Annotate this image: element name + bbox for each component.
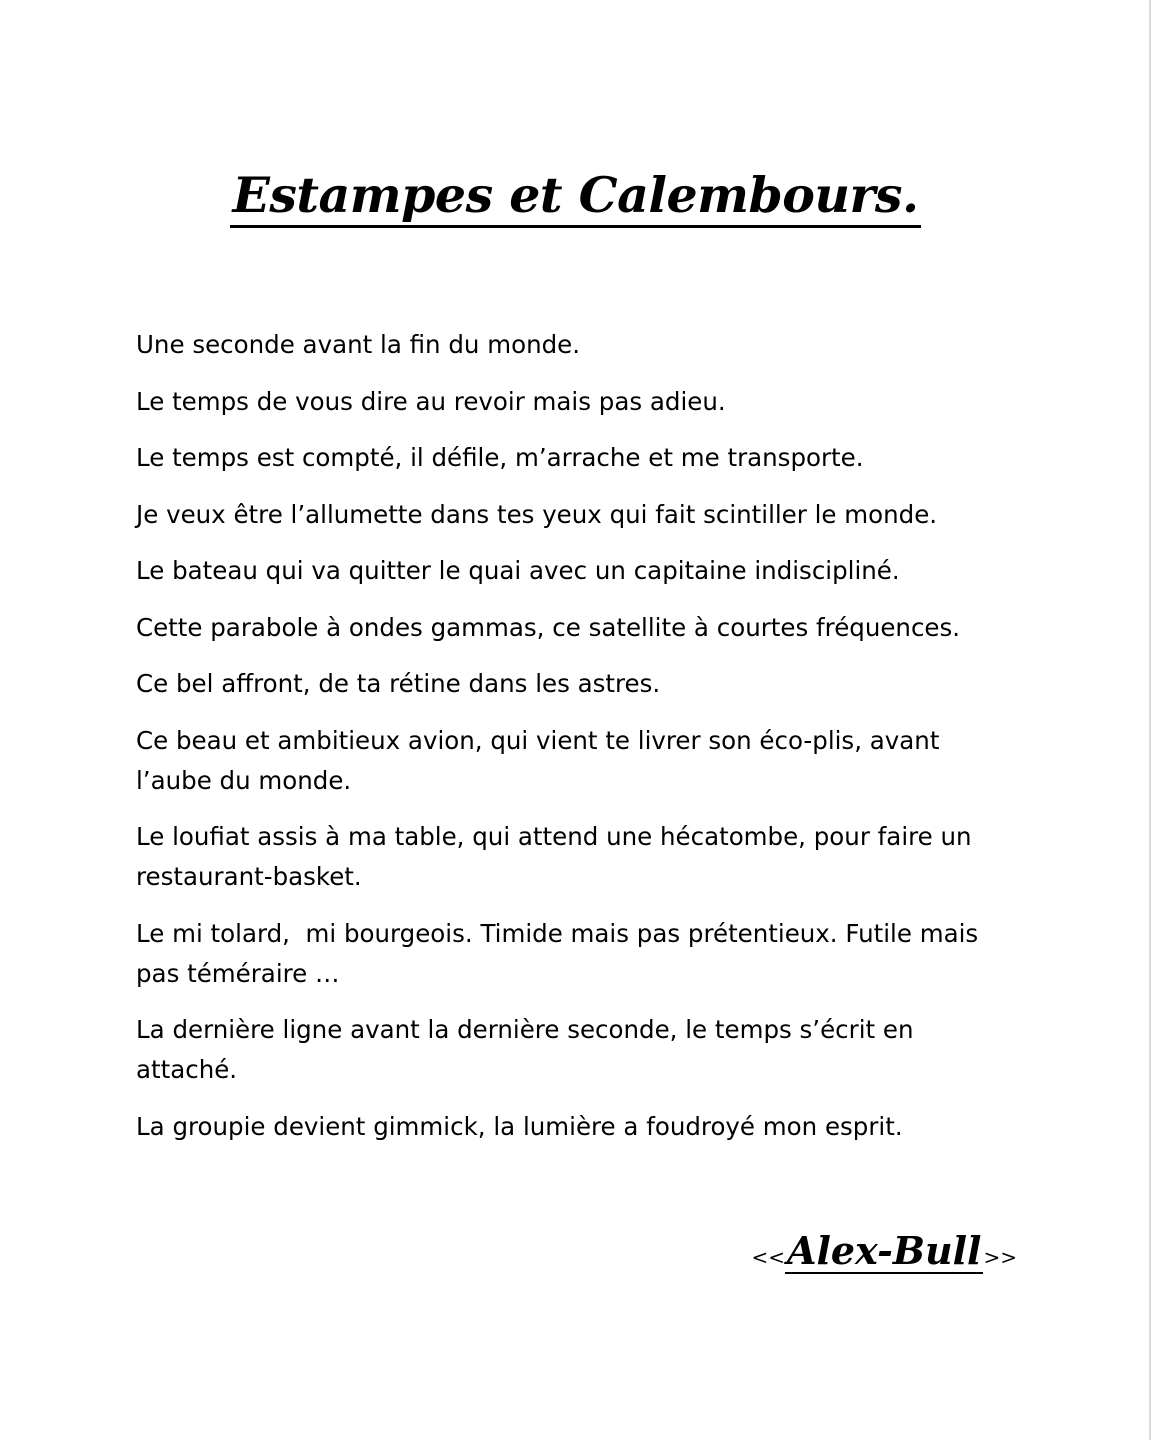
poem-body — [136, 325, 1016, 1163]
signature-open-bracket: << — [751, 1245, 785, 1269]
poem-line: Le temps est compté, il défile, m’arrache et me transporte. — [136, 443, 864, 472]
poem-line: Ce bel affront, de ta rétine dans les astres. — [136, 669, 661, 698]
author-signature — [751, 1230, 1017, 1274]
poem-line: Le loufiat assis à ma table, qui attend une hécatombe, pour faire un restaurant-basket. — [136, 822, 972, 891]
poem-title — [0, 166, 1151, 228]
signature-name: Alex-Bull — [787, 1228, 982, 1273]
poem-line: Le mi tolard, mi bourgeois. Timide mais pas prétentieux. Futile mais pas téméraire … — [136, 918, 979, 988]
poem-line: Ce beau et ambitieux avion, qui vient te livrer son éco-plis, avant l’aube du monde. — [136, 725, 940, 795]
poem-line: La dernière ligne avant la dernière seconde, le temps s’écrit en attaché. — [136, 1015, 914, 1084]
poem-line: Cette parabole à ondes gammas, ce satellite à courtes fréquences. — [136, 612, 961, 642]
poem-line: Je veux être l’allumette dans tes yeux qui fait scintiller le monde. — [136, 499, 938, 529]
poem-line: Le temps de vous dire au revoir mais pas adieu. — [136, 386, 726, 416]
poem-title-text: Estampes et Calembours. — [230, 167, 920, 228]
signature-close-bracket: >> — [983, 1245, 1017, 1269]
poem-line: Une seconde avant la fin du monde. — [136, 330, 581, 359]
poem-line: Le bateau qui va quitter le quai avec un capitaine indiscipliné. — [136, 556, 900, 585]
poem-line: La groupie devient gimmick, la lumière a foudroyé mon esprit. — [136, 1111, 903, 1141]
